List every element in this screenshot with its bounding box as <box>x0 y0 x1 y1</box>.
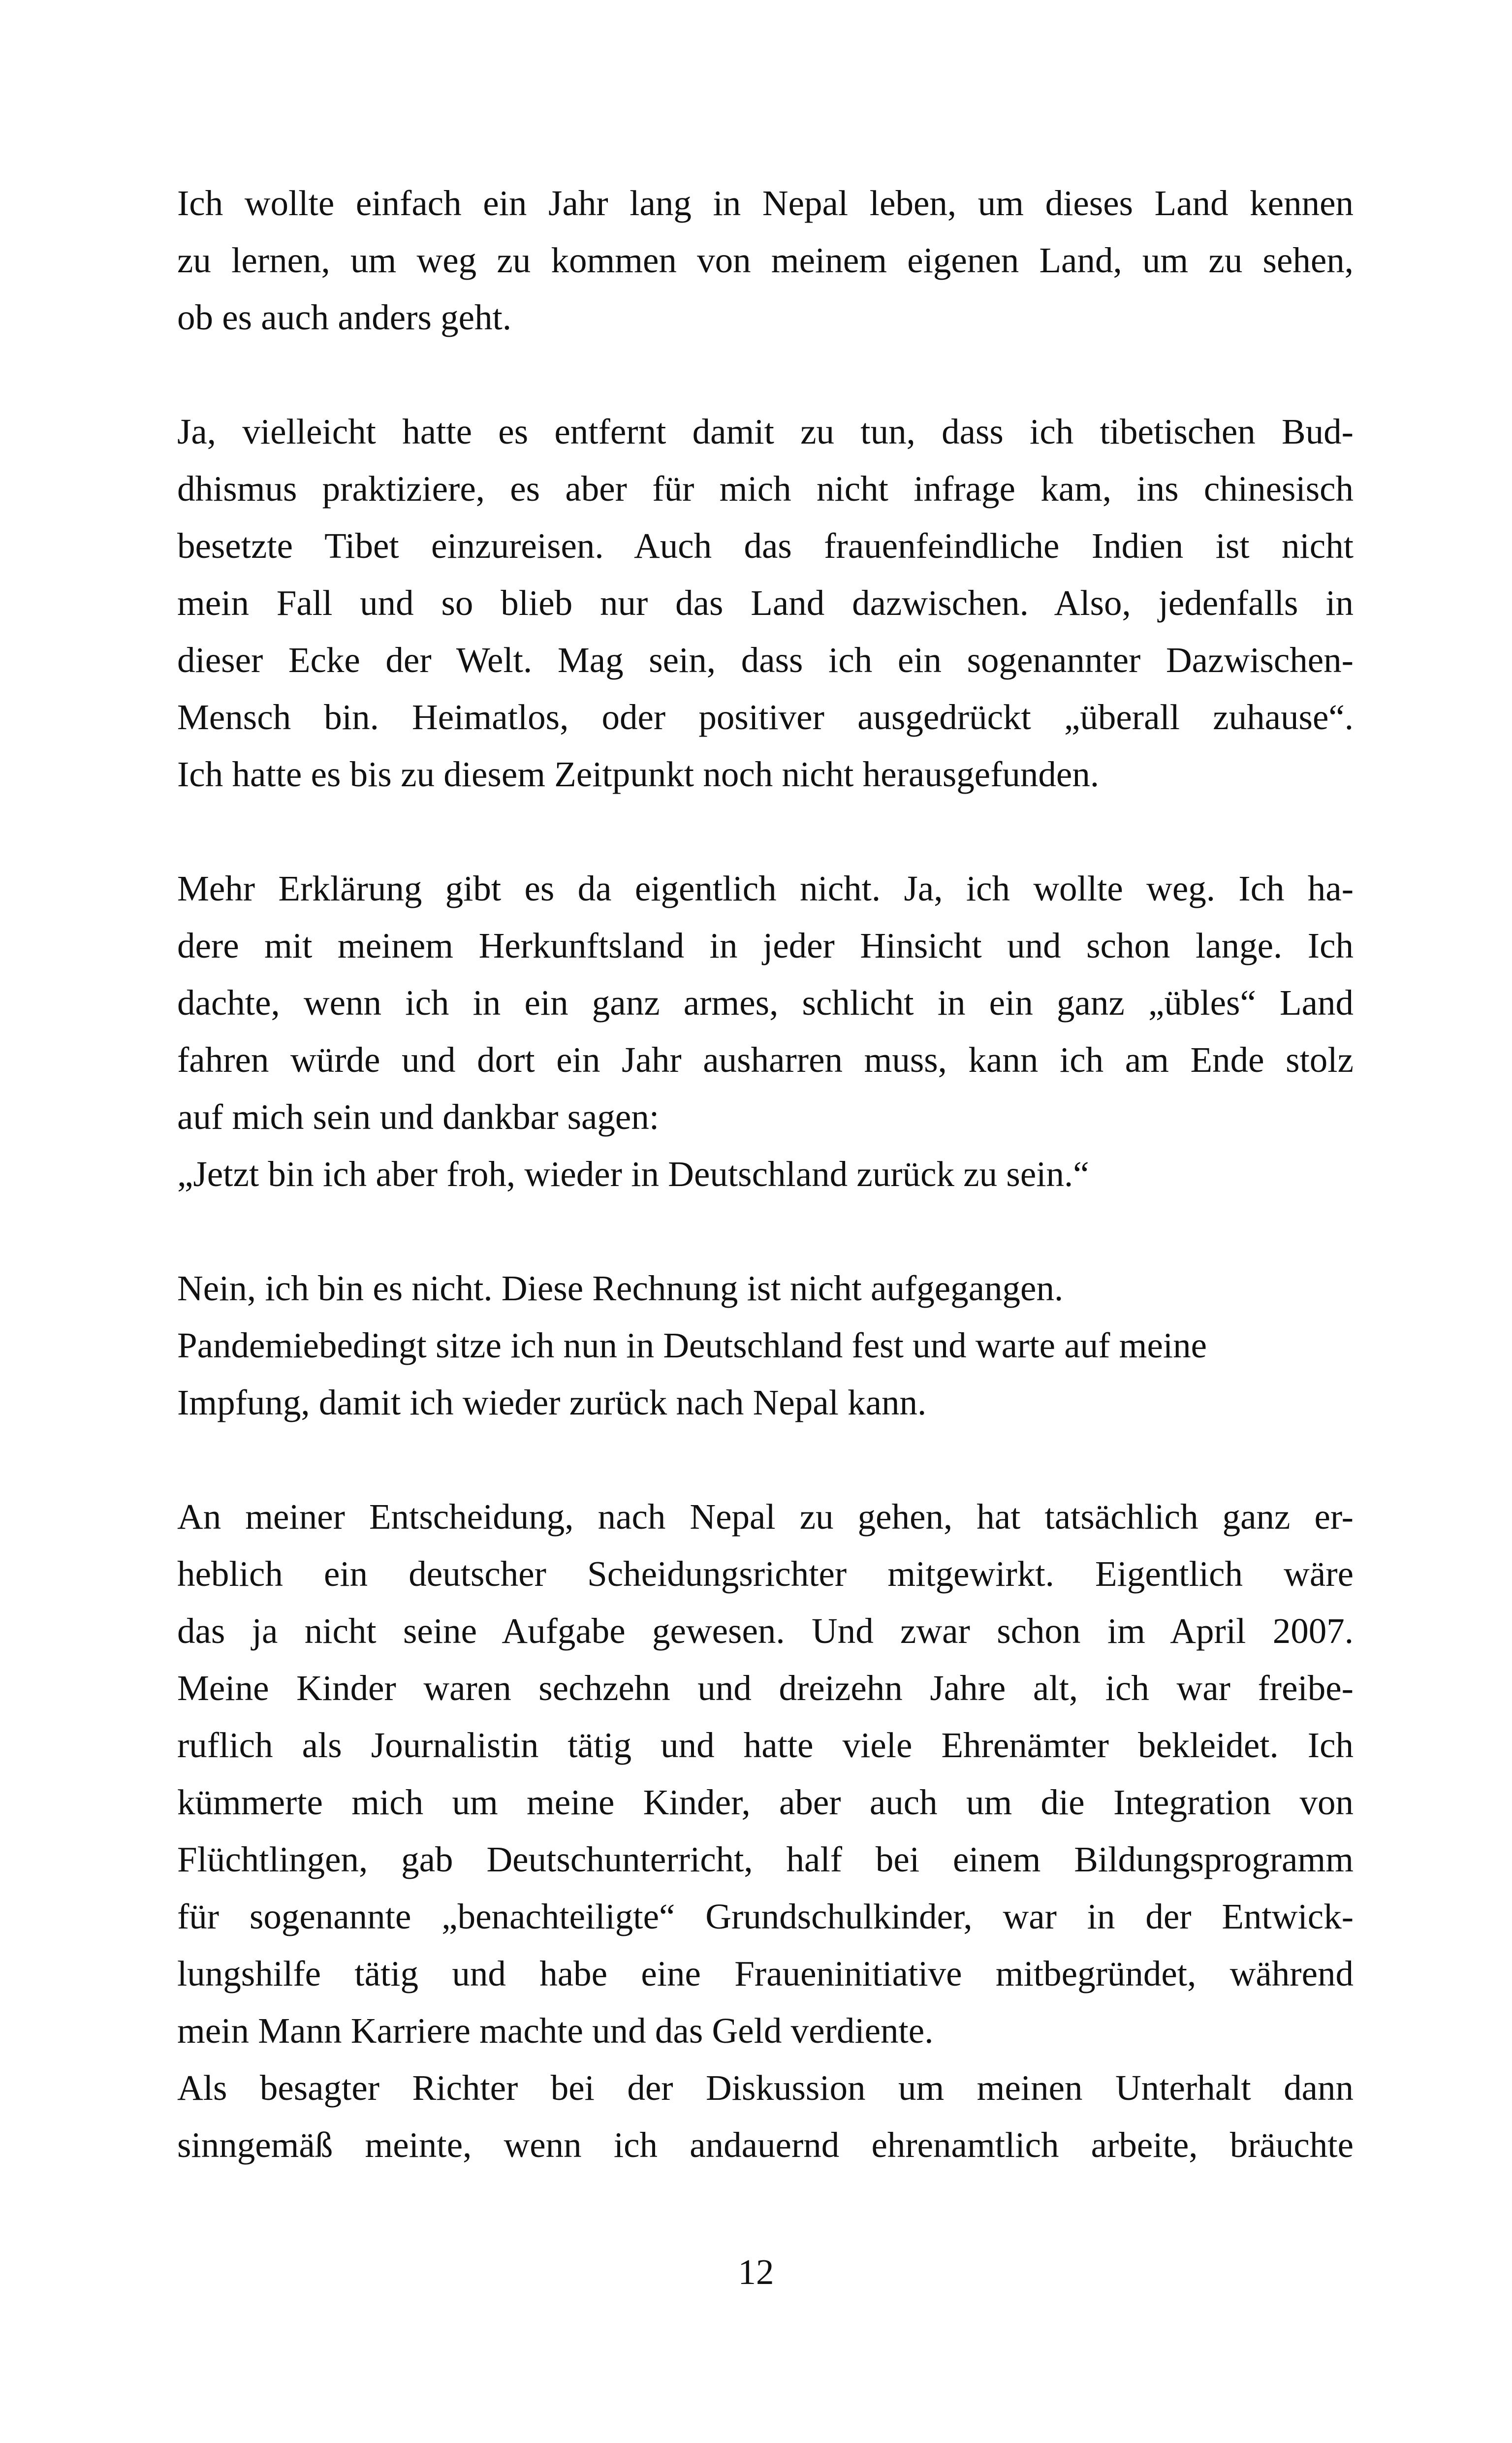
text-line: für sogenannte „benachteiligte“ Grundschulkinder, war in der Entwick- <box>177 1897 1354 1936</box>
text-line: lungshilfe tätig und habe eine Fraueninitiative mitbegründet, während <box>177 1954 1354 1993</box>
text-line: zu lernen, um weg zu kommen von meinem eigenen Land, um zu sehen, <box>177 240 1354 280</box>
text-line: Mehr Erklärung gibt es da eigentlich nicht. Ja, ich wollte weg. Ich ha- <box>177 868 1354 908</box>
text-line: mein Fall und so blieb nur das Land dazwischen. Also, jedenfalls in <box>177 583 1354 623</box>
text-line: An meiner Entscheidung, nach Nepal zu gehen, hat tatsächlich ganz er- <box>177 1497 1354 1537</box>
text-line: Nein, ich bin es nicht. Diese Rechnung ist nicht aufgegangen. <box>177 1268 1064 1308</box>
text-line: sinngemäß meinte, wenn ich andauernd ehrenamtlich arbeite, bräuchte <box>177 2125 1354 2165</box>
text-line: Mensch bin. Heimatlos, oder positiver ausgedrückt „überall zuhause“. <box>177 697 1354 737</box>
text-line: mein Mann Karriere machte und das Geld verdiente. <box>177 2011 934 2051</box>
page-number: 12 <box>738 2252 774 2292</box>
paragraph <box>177 1488 1354 2174</box>
text-line: heblich ein deutscher Scheidungsrichter mitgewirkt. Eigentlich wäre <box>177 1554 1354 1594</box>
text-line: dieser Ecke der Welt. Mag sein, dass ich ein sogenannter Dazwischen- <box>177 640 1354 680</box>
text-line: ruflich als Journalistin tätig und hatte viele Ehrenämter bekleidet. Ich <box>177 1725 1354 1765</box>
text-line: Als besagter Richter bei der Diskussion um meinen Unterhalt dann <box>177 2068 1354 2108</box>
paragraph-gap <box>177 1431 1354 1488</box>
paragraph-gap <box>177 803 1354 860</box>
paragraph-gap <box>177 346 1354 403</box>
paragraph <box>177 860 1354 1203</box>
paragraph <box>177 175 1354 346</box>
text-line: kümmerte mich um meine Kinder, aber auch um die Integration von <box>177 1782 1354 1822</box>
text-line: besetzte Tibet einzureisen. Auch das frauenfeindliche Indien ist nicht <box>177 526 1354 566</box>
text-line: Ich wollte einfach ein Jahr lang in Nepal leben, um dieses Land kennen <box>177 183 1354 223</box>
text-line: auf mich sein und dankbar sagen: <box>177 1097 660 1137</box>
text-line: das ja nicht seine Aufgabe gewesen. Und zwar schon im April 2007. <box>177 1611 1354 1651</box>
text-line: dhismus praktiziere, es aber für mich nicht infrage kam, ins chinesisch <box>177 469 1354 509</box>
text-line: dere mit meinem Herkunftsland in jeder Hinsicht und schon lange. Ich <box>177 926 1354 965</box>
text-line: dachte, wenn ich in ein ganz armes, schlicht in ein ganz „übles“ Land <box>177 983 1354 1023</box>
paragraph-gap <box>177 1203 1354 1260</box>
text-line: ob es auch anders geht. <box>177 297 512 337</box>
text-line: Ja, vielleicht hatte es entfernt damit zu tun, dass ich tibetischen Bud- <box>177 412 1354 451</box>
text-line: „Jetzt bin ich aber froh, wieder in Deutschland zurück zu sein.“ <box>177 1154 1089 1194</box>
paragraph <box>177 403 1354 803</box>
page-body <box>177 175 1354 2174</box>
text-line: fahren würde und dort ein Jahr ausharren muss, kann ich am Ende stolz <box>177 1040 1354 1080</box>
text-line: Pandemiebedingt sitze ich nun in Deutschland fest und warte auf meine <box>177 1325 1207 1365</box>
paragraph <box>177 1260 1354 1431</box>
text-line: Impfung, damit ich wieder zurück nach Nepal kann. <box>177 1382 927 1422</box>
text-line: Flüchtlingen, gab Deutschunterricht, half bei einem Bildungsprogramm <box>177 1839 1354 1879</box>
text-line: Ich hatte es bis zu diesem Zeitpunkt noch nicht herausgefunden. <box>177 754 1100 794</box>
text-line: Meine Kinder waren sechzehn und dreizehn Jahre alt, ich war freibe- <box>177 1668 1354 1708</box>
